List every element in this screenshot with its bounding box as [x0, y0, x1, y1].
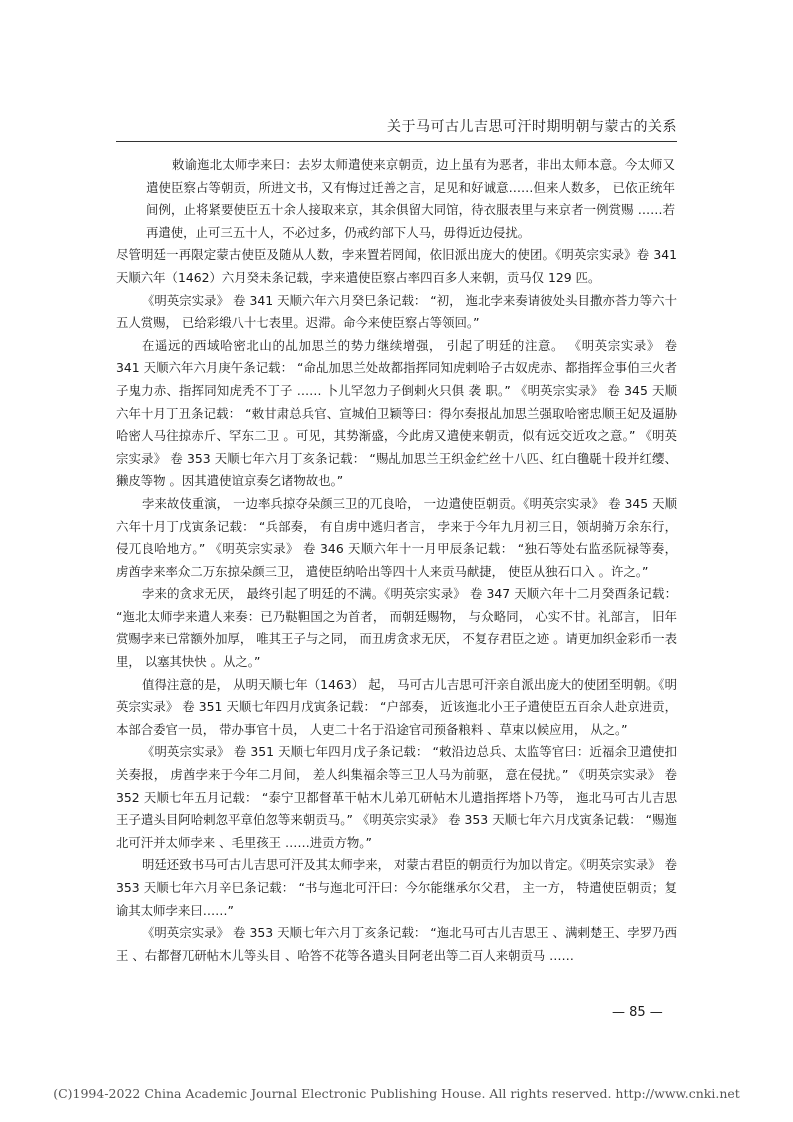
paragraph: 在遥远的西域哈密北山的乩加思兰的势力继续增强， 引起了明廷的注意。 《明英宗实录》 卷 341 天顺六年六月庚午条记载： “命乩加思兰处故都指挥同知虎剌哈子古奴虎赤、都指挥佥事伯三火者子鬼力赤、指挥同知虎秃不丁子 …… 卜儿罕忽力子倒剌火只俱 袭 职。” 《明英宗实录》 卷 345 天顺六年十月丁丑条记载： “敕甘肃总兵官、宣城伯卫颖等曰：得尔奏报乩加思兰强取哈密忠顺王妃及逼胁哈密人马往掠赤斤、罕东二卫 。可见，其势渐盛，今此虏又遣使来朝贡，似有远交近攻之意。” 《明英宗实录》 卷 353 天顺七年六月丁亥条记载： “赐乩加思兰王织金纻丝十八匹、红白氇毼十段并红缨、獭皮等物 。因其遣使谊京奏乞诸物故也。” [116, 337, 677, 489]
paragraph: 尽管明廷一再限定蒙古使臣及随从人数，孛来置若罔闻，依旧派出庞大的使团。《明英宗实录》卷 341 天顺六年（1462）六月癸未条记载，孛来遣使臣察占率四百多人来朝，贡马仅 129 匹。 [116, 247, 677, 285]
paragraph: 孛来故伎重演， 一边率兵掠夺朵颜三卫的兀良哈， 一边遣使臣朝贡。《明英宗实录》 卷 345 天顺六年十月丁戊寅条记载： “兵部奏， 有自虏中逃归者言， 孛来于今年九月初三日，领胡骑万余东行， 侵兀良哈地方。” 《明英宗实录》 卷 346 天顺六年十一月甲辰条记载： “独石等处右监丞阮禄等奏， 虏酋孛来率众二万东掠朵颜三卫， 遣使臣纳哈出等四十人来贡马献捷， 使臣从独石口入 。许之。” [116, 495, 677, 579]
page-number: — 85 — [612, 1005, 663, 1020]
header-rule [116, 141, 677, 142]
paragraph: 《明英宗实录》 卷 341 天顺六年六月癸巳条记载： “初， 迤北孛来奏请彼处头目撒亦荅力等六十五人赏赐， 已给彩缎八十七表里。迟滞。命今来使臣察占等领回。” [116, 292, 677, 331]
paragraph: 明廷还致书马可古儿吉思可汗及其太师孛来， 对蒙古君臣的朝贡行为加以肯定。《明英宗实录》 卷 353 天顺七年六月辛巳条记载： “书与迤北可汗曰：今尔能继承尔父君， 主一方， 特遣使臣朝贡；复谕其太师孛来曰……” [116, 857, 677, 918]
paragraph: 《明英宗实录》 卷 353 天顺七年六月丁亥条记载： “迤北马可古儿吉思王 、满剌楚王、孛罗乃西王 、右都督兀研帖木儿等头目 、哈答不花等各遣头目阿老出等二百人来朝贡马 …… [116, 925, 677, 963]
paragraph: 《明英宗实录》 卷 351 天顺七年四月戊子条记载： “敕沿边总兵、太监等官曰：近福余卫遣使扣关奏报， 虏酋孛来于今年二月间， 差人纠集福余等三卫人马为前驱， 意在侵扰。” 《明英宗实录》 卷 352 天顺七年五月记载： “泰宁卫都督革干帖木儿弟兀研帖木儿遣指挥塔卜乃等， 迤北马可古儿吉思王子遣头目阿哈剌忽平章伯忽等来朝贡马。” 《明英宗实录》 卷 353 天顺七年六月戊寅条记载： “赐迤北可汗并太师孛来 、毛里孩王 ……进贡方物。” [116, 744, 677, 850]
paragraph: 孛来的贪求无厌， 最终引起了明廷的不满。《明英宗实录》 卷 347 天顺六年十二月癸酉条记载： “迤北太师孛来遣人来奏：已乃鞑靼国之为首者， 而朝廷赐物， 与众略同， 心实不甘。礼部言， 旧年赏赐孛来已常额外加厚， 唯其王子与之同， 而丑虏贪求无厌， 不复存君臣之迹 。请更加织金彩币一表里， 以塞其快快 。从之。” [116, 586, 677, 670]
block-quote: 敕谕迤北太师孛来曰：去岁太师遣使来京朝贡，边上虽有为恶者，非出太师本意。今太师又遣使臣察占等朝贡，所进文书，又有悔过迁善之言，足见和好诚意……但来人数多， 已依正统年间例，止将紧要使臣五十余人接取来京，其余俱留大同馆，待衣服表里与来京者一例赏赐 ……若再遣使，止可三五十人，不必过多，仍戒约部下人马，毋得近边侵扰。 [146, 157, 675, 240]
article-body [116, 154, 677, 967]
copyright-footer: (C)1994-2022 China Academic Journal Electronic Publishing House. All rights reserved. http://www.cnki.net [53, 1086, 740, 1101]
paragraph: 值得注意的是， 从明天顺七年（1463） 起， 马可古儿吉思可汗亲自派出庞大的使团至明朝。《明英宗实录》 卷 351 天顺七年四月戊寅条记载： “户部奏， 近该迤北小王子遣使臣五百余人赴京进贡， 本部合委官一员， 带办事官十员， 人吏二十名于沿途官司预备粮料 、草束以候应用， 从之。” [116, 676, 677, 737]
running-header-title: 关于马可古儿吉思可汗时期明朝与蒙古的关系 [387, 119, 677, 135]
